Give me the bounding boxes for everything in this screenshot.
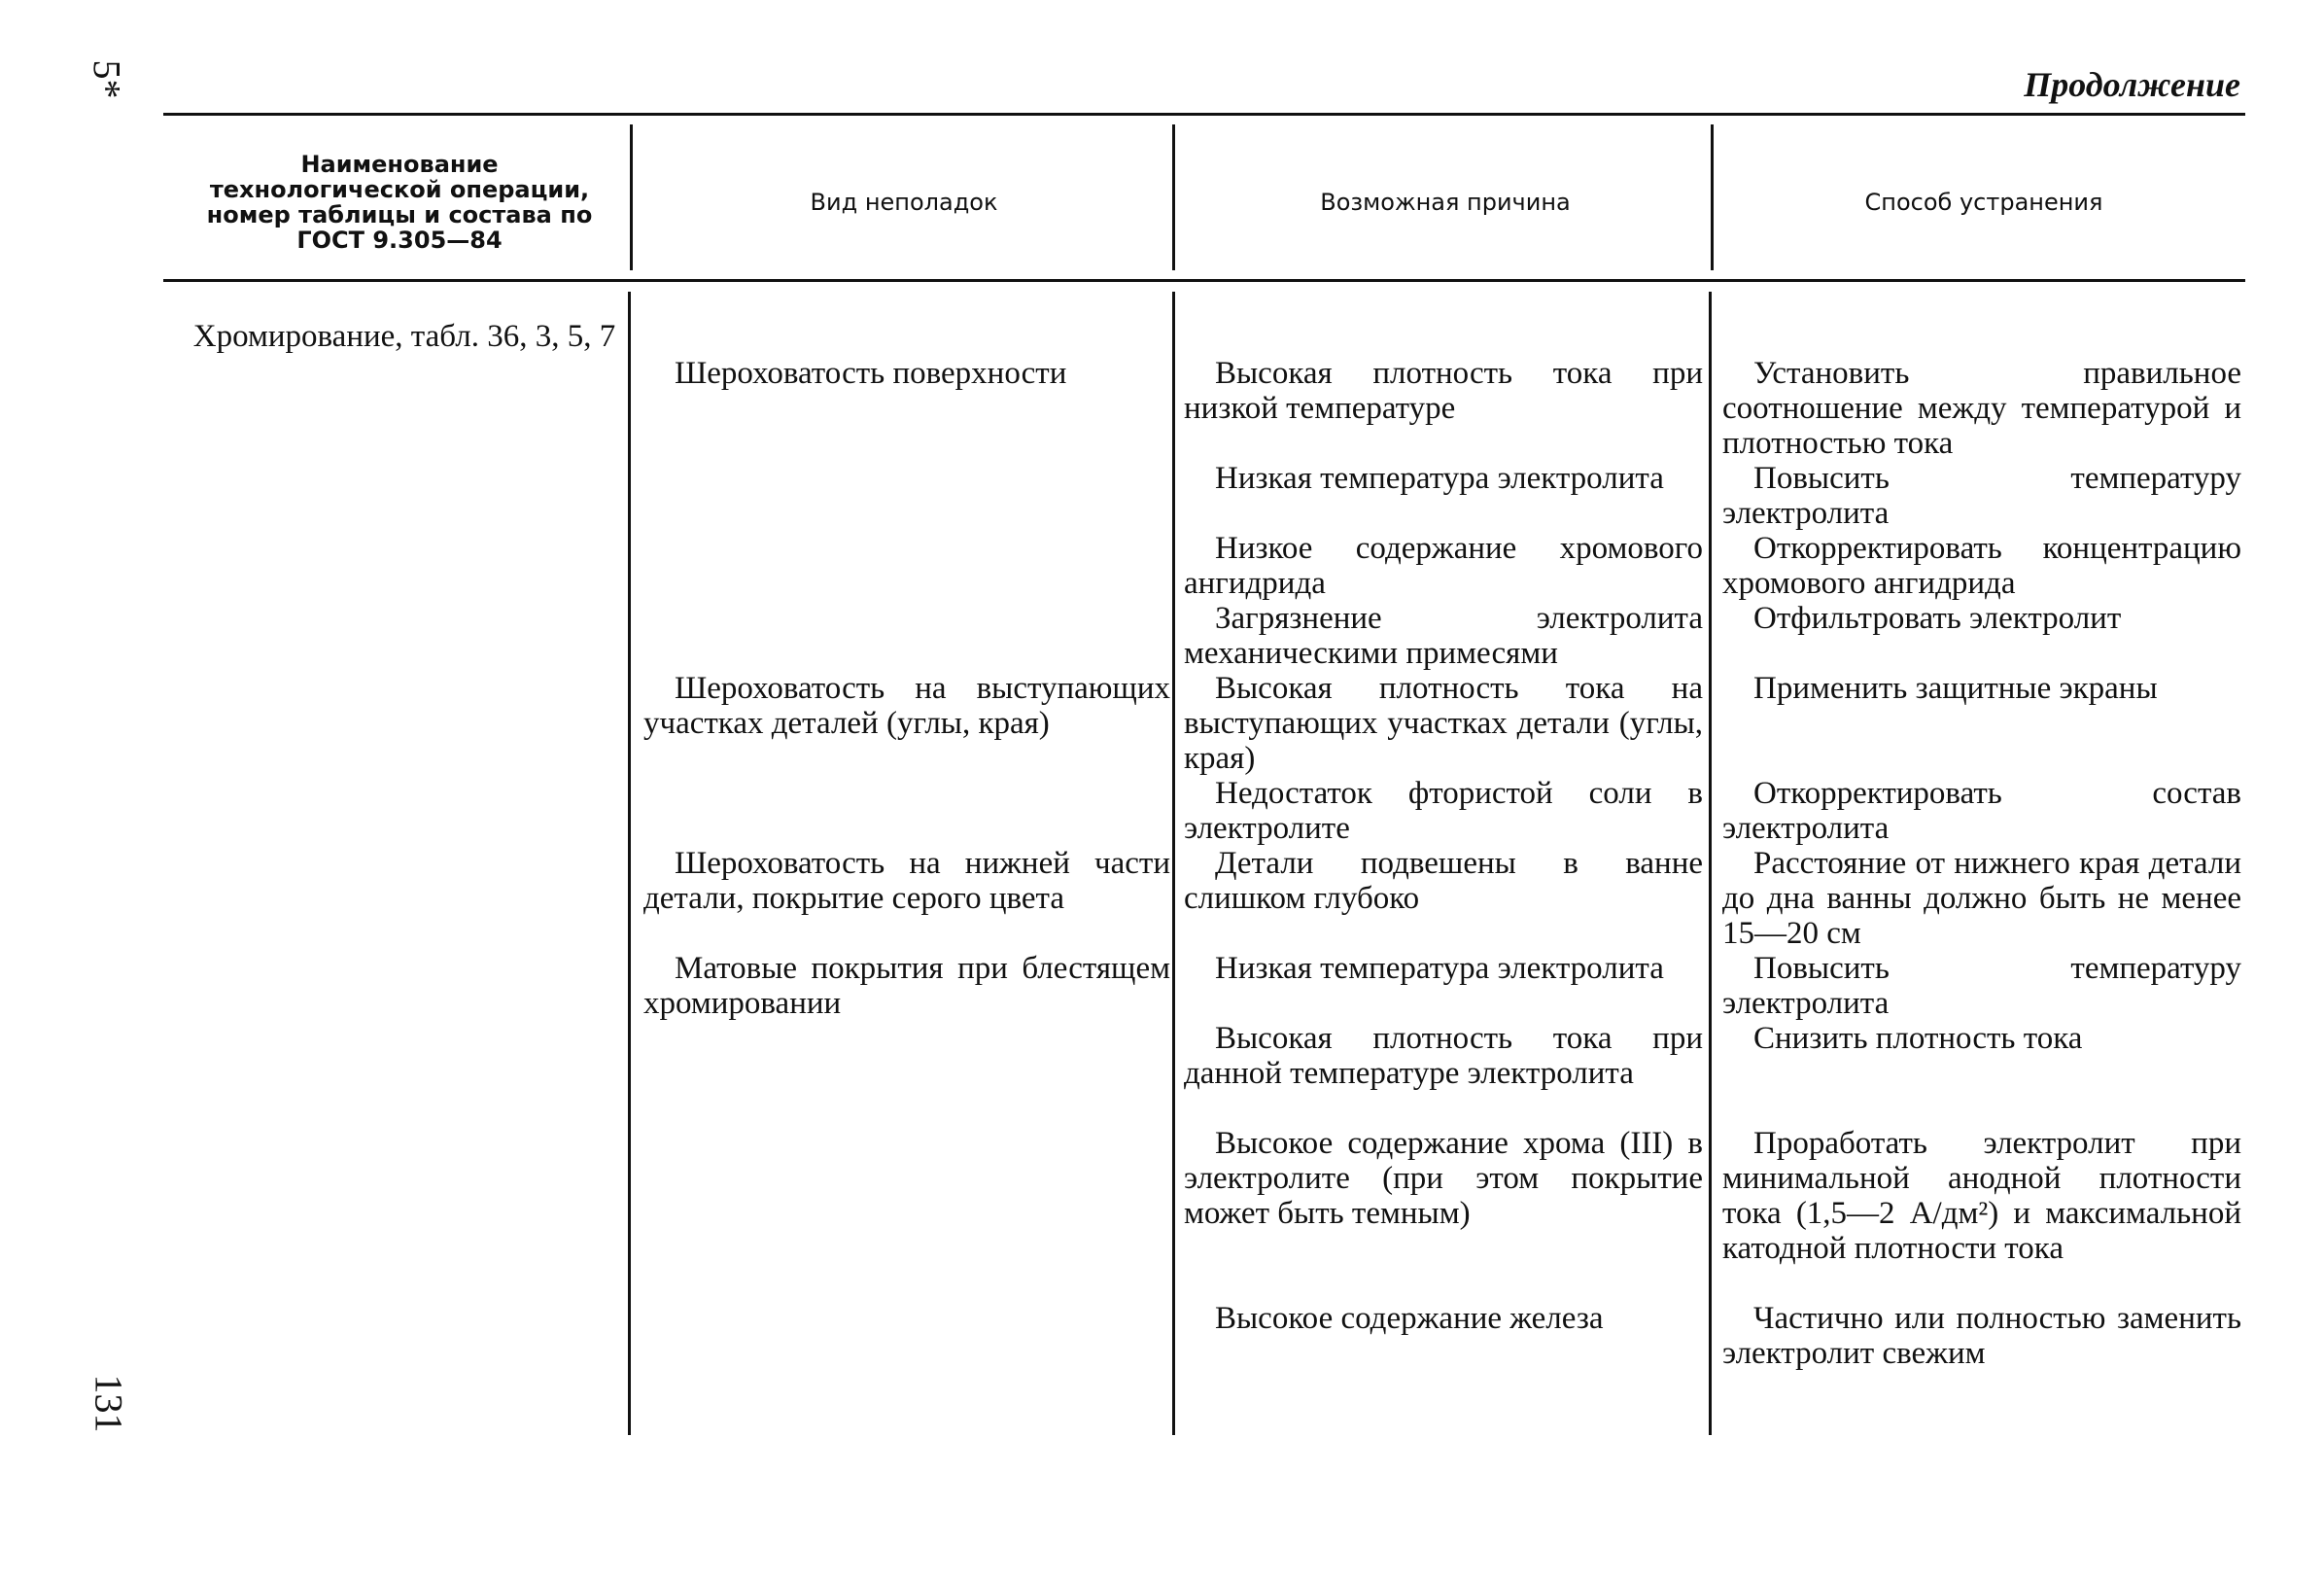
remedy-cell: Повысить температуру электролита	[1722, 951, 2241, 1021]
cause-cell: Недостаток фтористой соли в электролите	[1184, 776, 1703, 846]
remedy-cell: Откорректировать концентрацию хромового ангидрида	[1722, 531, 2241, 601]
operation-cell: Хромирование, табл. 36, 3, 5, 7	[192, 319, 616, 354]
column-divider-1-body	[628, 292, 631, 1435]
cause-cell: Высокое содержание железа	[1215, 1301, 1604, 1336]
cause-cell: Загрязнение электролита механическими примесями	[1184, 601, 1703, 671]
corner-mark: 5*	[85, 59, 129, 99]
remedy-cell: Повысить температуру электролита	[1722, 461, 2241, 531]
column-divider-2	[1172, 124, 1175, 270]
defect-cell: Матовые покрытия при блестящем хромировании	[643, 951, 1170, 1021]
cause-cell: Низкая температура электролита	[1215, 951, 1664, 986]
defect-cell: Шероховатость поверхности	[675, 356, 1067, 391]
header-cause: Возможная причина	[1320, 189, 1571, 216]
column-divider-3-body	[1709, 292, 1712, 1435]
remedy-cell: Отфильтровать электролит	[1753, 601, 2122, 636]
defect-cell: Шероховатость на нижней части детали, покрытие серого цвета	[643, 846, 1170, 916]
column-divider-1	[630, 124, 633, 270]
remedy-cell: Откорректировать состав электролита	[1722, 776, 2241, 846]
cause-cell: Высокая плотность тока на выступающих участках детали (углы, края)	[1184, 671, 1703, 776]
header-bottom-rule	[163, 279, 2245, 282]
remedy-cell: Применить защитные экраны	[1753, 671, 2158, 706]
cause-cell: Низкое содержание хромового ангидрида	[1184, 531, 1703, 601]
cause-cell: Детали подвешены в ванне слишком глубоко	[1184, 846, 1703, 916]
remedy-cell: Снизить плотность тока	[1753, 1021, 2083, 1056]
column-divider-3	[1711, 124, 1714, 270]
remedy-cell: Частично или полностью заменить электролит свежим	[1722, 1301, 2241, 1371]
cause-cell: Высокое содержание хрома (III) в электролите (при этом покрытие может быть темным)	[1184, 1126, 1703, 1231]
page-number: 131	[87, 1374, 131, 1433]
cause-cell: Высокая плотность тока при низкой температуре	[1184, 356, 1703, 426]
table-top-rule	[163, 113, 2245, 116]
cause-cell: Низкая температура электролита	[1215, 461, 1664, 496]
remedy-cell: Расстояние от нижнего края детали до дна ванны должно быть не менее 15—20 см	[1722, 846, 2241, 951]
header-operation: Наименование технологической операции, номер таблицы и состава по ГОСТ 9.305—84	[206, 151, 593, 254]
cause-cell: Высокая плотность тока при данной температуре электролита	[1184, 1021, 1703, 1091]
remedy-cell: Проработать электролит при минимальной анодной плотности тока (1,5—2 А/дм²) и максимальной катодной плотности тока	[1722, 1126, 2241, 1266]
defect-cell: Шероховатость на выступающих участках деталей (углы, края)	[643, 671, 1170, 741]
column-divider-2-body	[1172, 292, 1175, 1435]
header-remedy: Способ устранения	[1864, 189, 2103, 216]
continuation-label: Продолжение	[2024, 65, 2240, 104]
header-defect: Вид неполадок	[810, 189, 998, 216]
remedy-cell: Установить правильное соотношение между температурой и плотностью тока	[1722, 356, 2241, 461]
